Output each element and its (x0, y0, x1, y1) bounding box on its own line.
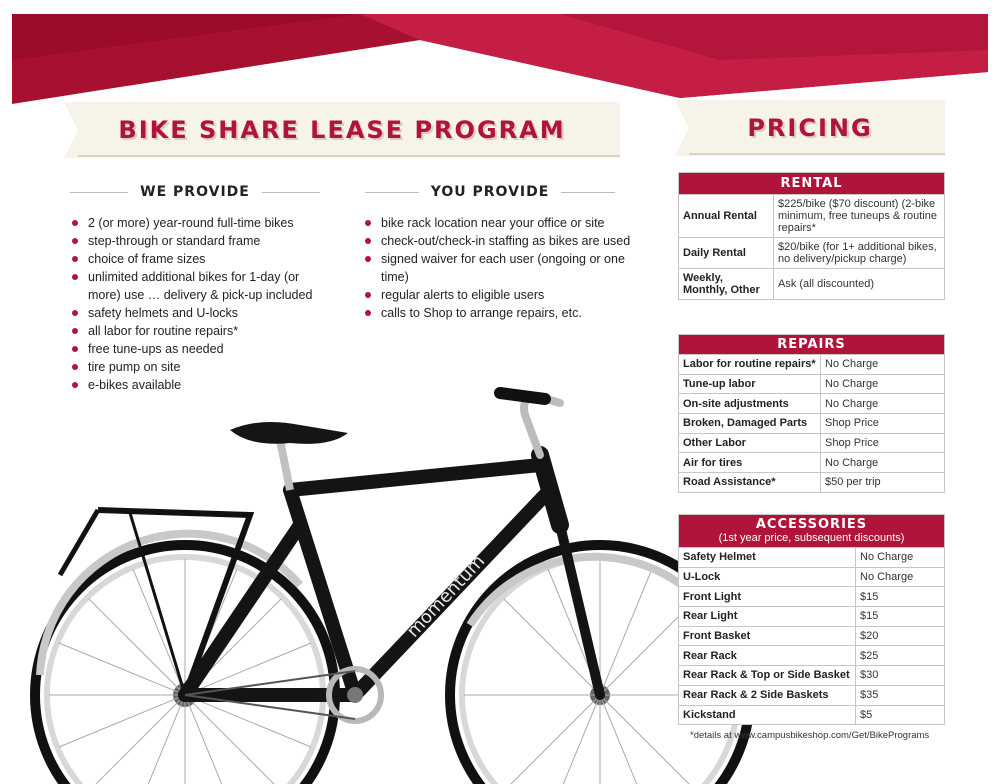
table-row: U-Lock No Charge (679, 567, 945, 587)
footnote: *details at www.campusbikeshop.com/Get/BikePrograms (690, 730, 930, 741)
pricing-ribbon (675, 100, 945, 156)
accessories-table (678, 514, 945, 725)
pricing-title: PRICING (747, 114, 873, 142)
list-item: choice of frame sizes (70, 250, 330, 268)
list-item: unlimited additional bikes for 1-day (or more) use … delivery & pick-up included (70, 268, 330, 304)
list-item: bike rack location near your office or site (363, 214, 633, 232)
accessories-heading: ACCESSORIES (1st year price, subsequent discounts) (679, 515, 945, 548)
table-row: Other Labor Shop Price (679, 433, 945, 453)
list-item: check-out/check-in staffing as bikes are used (363, 232, 633, 250)
page-title: BIKE SHARE LEASE PROGRAM (118, 116, 566, 144)
list-item: step-through or standard frame (70, 232, 330, 250)
table-row: Rear Rack $25 (679, 646, 945, 666)
list-item: regular alerts to eligible users (363, 286, 633, 304)
table-row: Kickstand $5 (679, 705, 945, 725)
list-item: all labor for routine repairs* (70, 322, 330, 340)
table-row: Labor for routine repairs* No Charge (679, 355, 945, 375)
we-provide-heading: WE PROVIDE (70, 184, 320, 200)
rental-heading: RENTAL (679, 173, 945, 195)
accessories-subheading: (1st year price, subsequent discounts) (718, 532, 905, 544)
table-row: Annual Rental $225/bike ($70 discount) (2-bike minimum, free tuneups & routine repairs* (679, 195, 945, 238)
table-row: Rear Rack & 2 Side Baskets $35 (679, 685, 945, 705)
we-provide-list (70, 214, 330, 394)
list-item: free tune-ups as needed (70, 340, 330, 358)
table-row: Tune-up labor No Charge (679, 374, 945, 394)
you-provide-list (363, 214, 633, 322)
table-row: Broken, Damaged Parts Shop Price (679, 414, 945, 434)
repairs-heading: REPAIRS (679, 335, 945, 355)
table-row: Air for tires No Charge (679, 453, 945, 473)
list-item: signed waiver for each user (ongoing or one time) (363, 250, 633, 286)
list-item: tire pump on site (70, 358, 330, 376)
table-row: Front Basket $20 (679, 626, 945, 646)
table-row: Weekly, Monthly, Other Ask (all discounted) (679, 269, 945, 300)
rental-table (678, 172, 945, 300)
table-row: Rear Light $15 (679, 607, 945, 627)
bike-brand-text: momentum (402, 550, 490, 642)
list-item: safety helmets and U-locks (70, 304, 330, 322)
list-item: calls to Shop to arrange repairs, etc. (363, 304, 633, 322)
repairs-table (678, 334, 945, 493)
table-row: Daily Rental $20/bike (for 1+ additional bikes, no delivery/pickup charge) (679, 238, 945, 269)
table-row: Safety Helmet No Charge (679, 548, 945, 568)
list-item: e-bikes available (70, 376, 330, 394)
table-row: Front Light $15 (679, 587, 945, 607)
you-provide-heading: YOU PROVIDE (365, 184, 615, 200)
table-row: Road Assistance* $50 per trip (679, 473, 945, 493)
table-row: On-site adjustments No Charge (679, 394, 945, 414)
list-item: 2 (or more) year-round full-time bikes (70, 214, 330, 232)
table-row: Rear Rack & Top or Side Basket $30 (679, 666, 945, 686)
title-ribbon (64, 102, 620, 158)
bicycle-illustration (0, 375, 760, 784)
